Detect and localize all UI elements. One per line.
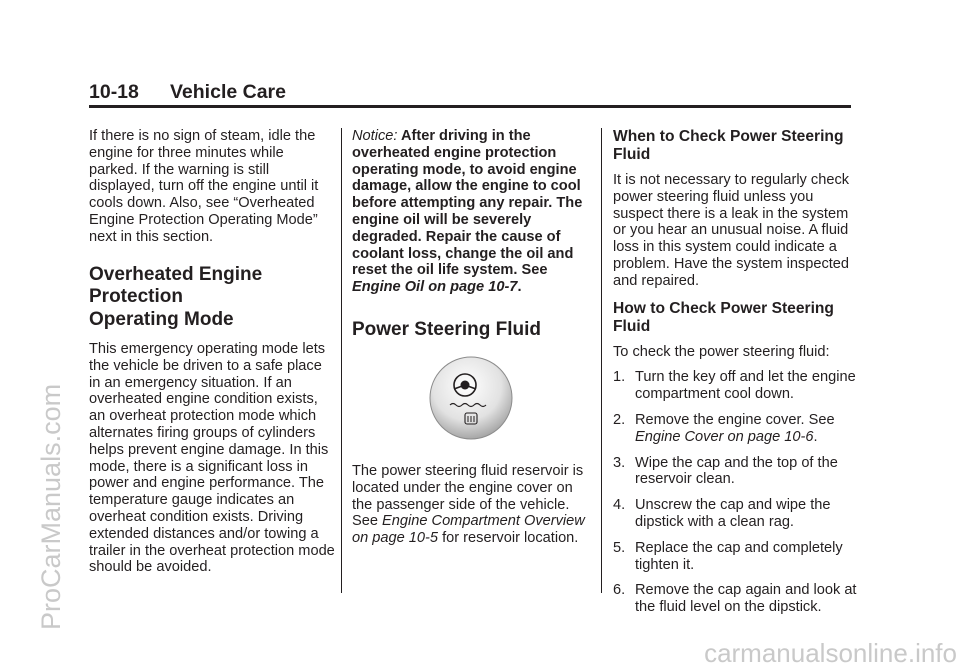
engine-compartment-link[interactable]: Engine Compartment Overview on page 10-5 [352,513,585,547]
bottom-watermark: carmanualsonline.info [704,638,957,668]
page-header [89,80,851,108]
side-watermark: ProCarManuals.com [36,383,66,630]
notice-paragraph: Notice: After driving in the overheated engine protection operating mode, to avoid engine damage, allow the engine to cool before attempting any repair. The engine oil will be severely degraded. Repair the cause of coolant loss, change the oil and reset the oil life system. See Engine Oil on page 10-7. [352,128,583,296]
column-2 [352,128,590,547]
section-title: Vehicle Care [170,81,286,103]
intro-paragraph: If there is no sign of steam, idle the engine for three minutes while parked. If the warning is still displayed, turn off the engine until it cools down. Also, see “Overheated Engine Protection Operating Mode” next in this section. [89,128,319,245]
column-1 [89,128,336,576]
list-item: 1. Turn the key off and let the engine compartment cool down. [613,369,856,403]
list-item: 4. Unscrew the cap and wipe the dipstick with a clean rag. [613,497,831,530]
list-item: 2. Remove the engine cover. See Engine Cover on page 10-6. [613,411,835,445]
page-number: 10-18 [89,81,139,103]
engine-oil-link[interactable]: Engine Oil on page 10-7 [352,279,518,296]
power-steering-fluid-icon [352,355,590,453]
reservoir-location-paragraph: The power steering fluid reservoir is located under the engine cover on the passenger side of the vehicle. See Engine Compartment Overview on page 10-5 for reservoir location. [352,462,585,547]
power-steering-heading: Power Steering Fluid [352,318,541,340]
when-to-check-heading: When to Check Power Steering Fluid [613,128,844,163]
overheat-mode-paragraph: This emergency operating mode lets the vehicle be driven to a safe place in an emergency situation. If an overheated engine condition exists, an overheat protection mode which alternates firing groups of cylinders helps prevent engine damage. In this mode, there is a significant loss in power and engine performance. The temperature gauge indicates an overheat condition exists. Driving extended distances and/or towing a trailer in the overheat protection mode should be avoided. [89,341,335,576]
column-divider [601,128,602,593]
check-steps-list [613,369,861,616]
engine-cover-link[interactable]: Engine Cover on page 10-6 [635,428,814,445]
column-divider [341,128,342,593]
list-item: 6. Remove the cap again and look at the fluid level on the dipstick. [613,582,857,616]
list-item: 3. Wipe the cap and the top of the reservoir clean. [613,454,838,488]
how-to-check-heading: How to Check Power Steering Fluid [613,299,834,335]
overheated-engine-heading: Overheated Engine Protection Operating Mode [89,263,263,330]
when-to-check-paragraph: It is not necessary to regularly check power steering fluid unless you suspect there is a leak in the system or you hear an unusual noise. A fluid loss in this system could indicate a problem. Have the system inspected and repaired. [613,172,850,289]
how-to-check-lead: To check the power steering fluid: [613,343,830,360]
list-item: 5. Replace the cap and completely tighten it. [613,539,843,573]
column-3 [613,128,861,616]
notice-label: Notice: [352,128,398,144]
